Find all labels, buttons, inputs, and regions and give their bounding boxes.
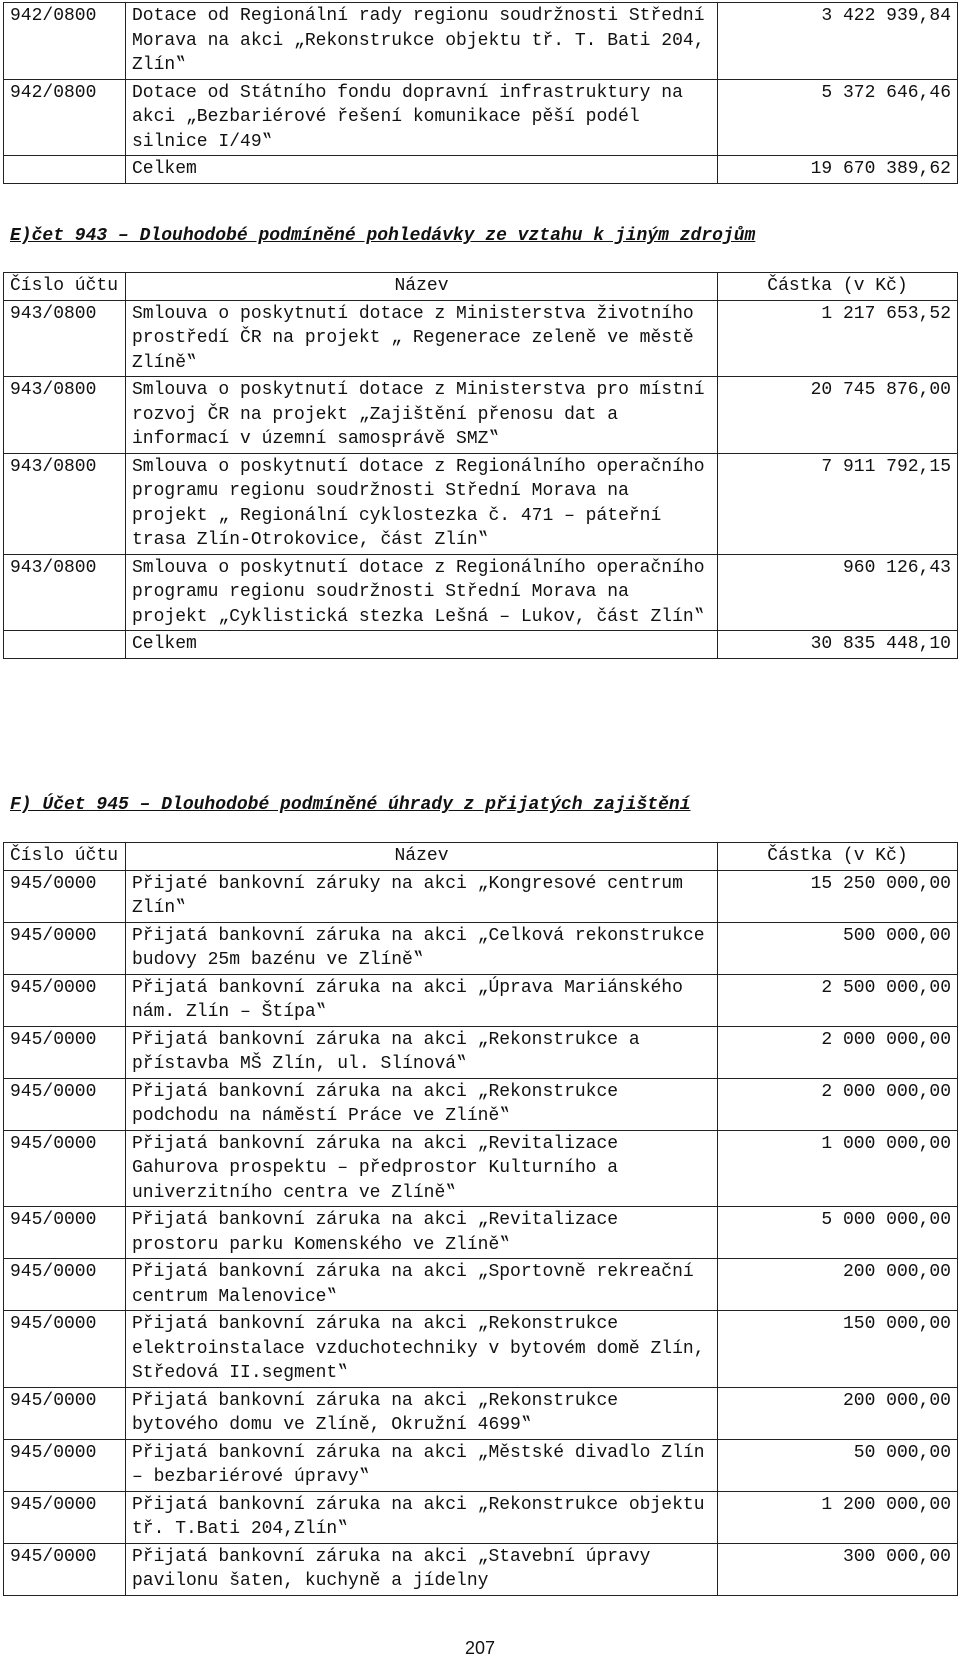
- item-name: Smlouva o poskytnutí dotace z Regionálního operačního programu regionu soudržnosti Střední Morava na projekt „Cyklistická stezka Lešná – Lukov, část Zlín‟: [126, 554, 718, 631]
- item-amount: 1 200 000,00: [718, 1491, 958, 1543]
- total-label: Celkem: [126, 631, 718, 659]
- item-amount: 1 000 000,00: [718, 1130, 958, 1207]
- item-amount: 20 745 876,00: [718, 377, 958, 454]
- col-header-name: Název: [126, 843, 718, 871]
- table-continued-942: [3, 2, 958, 184]
- item-amount: 5 000 000,00: [718, 1207, 958, 1259]
- account-number: 945/0000: [4, 1259, 126, 1311]
- account-number: 945/0000: [4, 1311, 126, 1388]
- table-row: [4, 79, 958, 156]
- table-row: [4, 1311, 958, 1388]
- account-number: 945/0000: [4, 922, 126, 974]
- table-header-row: [4, 843, 958, 871]
- item-amount: 200 000,00: [718, 1387, 958, 1439]
- item-amount: 2 000 000,00: [718, 1026, 958, 1078]
- table-row: [4, 1259, 958, 1311]
- table-row: [4, 1026, 958, 1078]
- total-amount: 19 670 389,62: [718, 156, 958, 184]
- item-name: Přijatá bankovní záruka na akci „Úprava Mariánského nám. Zlín – Štípa‟: [126, 974, 718, 1026]
- table-row: [4, 1078, 958, 1130]
- item-amount: 1 217 653,52: [718, 300, 958, 377]
- item-name: Dotace od Regionální rady regionu soudržnosti Střední Morava na akci „Rekonstrukce objektu tř. T. Bati 204, Zlín‟: [126, 3, 718, 80]
- item-amount: 3 422 939,84: [718, 3, 958, 80]
- total-row: [4, 631, 958, 659]
- item-name: Smlouva o poskytnutí dotace z Ministerstva pro místní rozvoj ČR na projekt „Zajištění přenosu dat a informací v územní samosprávě SMZ‟: [126, 377, 718, 454]
- table-row: [4, 377, 958, 454]
- item-amount: 960 126,43: [718, 554, 958, 631]
- item-amount: 5 372 646,46: [718, 79, 958, 156]
- item-amount: 200 000,00: [718, 1259, 958, 1311]
- item-name: Přijaté bankovní záruky na akci „Kongresové centrum Zlín‟: [126, 870, 718, 922]
- account-number: 943/0800: [4, 453, 126, 554]
- item-name: Přijatá bankovní záruka na akci „Rekonstrukce objektu tř. T.Bati 204,Zlín‟: [126, 1491, 718, 1543]
- item-amount: 500 000,00: [718, 922, 958, 974]
- item-name: Přijatá bankovní záruka na akci „Městské divadlo Zlín – bezbariérové úpravy‟: [126, 1439, 718, 1491]
- account-number: 945/0000: [4, 1439, 126, 1491]
- total-spacer: [4, 156, 126, 184]
- item-amount: 50 000,00: [718, 1439, 958, 1491]
- item-amount: 2 500 000,00: [718, 974, 958, 1026]
- account-number: 945/0000: [4, 1491, 126, 1543]
- section-f-heading: F) Účet 945 – Dlouhodobé podmíněné úhrady z přijatých zajištění: [10, 795, 691, 815]
- account-number: 943/0800: [4, 554, 126, 631]
- col-header-number: Číslo účtu: [4, 273, 126, 301]
- table-row: [4, 1491, 958, 1543]
- account-number: 945/0000: [4, 974, 126, 1026]
- account-number: 942/0800: [4, 79, 126, 156]
- table-row: [4, 300, 958, 377]
- table-row: [4, 453, 958, 554]
- item-name: Přijatá bankovní záruka na akci „Rekonstrukce podchodu na náměstí Práce ve Zlíně‟: [126, 1078, 718, 1130]
- section-e-heading: E)čet 943 – Dlouhodobé podmíněné pohledávky ze vztahu k jiným zdrojům: [10, 226, 756, 246]
- item-name: Přijatá bankovní záruka na akci „Revitalizace prostoru parku Komenského ve Zlíně‟: [126, 1207, 718, 1259]
- item-amount: 7 911 792,15: [718, 453, 958, 554]
- table-row: [4, 870, 958, 922]
- item-amount: 300 000,00: [718, 1543, 958, 1595]
- page-number: 207: [464, 1638, 496, 1658]
- table-row: [4, 1439, 958, 1491]
- item-amount: 15 250 000,00: [718, 870, 958, 922]
- table-account-945: [3, 842, 958, 1596]
- item-name: Přijatá bankovní záruka na akci „Rekonstrukce bytového domu ve Zlíně, Okružní 4699‟: [126, 1387, 718, 1439]
- item-name: Přijatá bankovní záruka na akci „Rekonstrukce elektroinstalace vzduchotechniky v bytovém domě Zlín, Středová II.segment‟: [126, 1311, 718, 1388]
- table-header-row: [4, 273, 958, 301]
- account-number: 945/0000: [4, 1543, 126, 1595]
- account-number: 945/0000: [4, 1026, 126, 1078]
- item-name: Přijatá bankovní záruka na akci „Sportovně rekreační centrum Malenovice‟: [126, 1259, 718, 1311]
- item-name: Dotace od Státního fondu dopravní infrastruktury na akci „Bezbariérové řešení komunikace pěší podél silnice I/49‟: [126, 79, 718, 156]
- table-row: [4, 554, 958, 631]
- table-row: [4, 1543, 958, 1595]
- col-header-number: Číslo účtu: [4, 843, 126, 871]
- item-name: Smlouva o poskytnutí dotace z Regionálního operačního programu regionu soudržnosti Střední Morava na projekt „ Regionální cyklostezka č. 471 – páteřní trasa Zlín-Otrokovice, část Zlín‟: [126, 453, 718, 554]
- col-header-name: Název: [126, 273, 718, 301]
- account-number: 943/0800: [4, 377, 126, 454]
- total-label: Celkem: [126, 156, 718, 184]
- col-header-amount: Částka (v Kč): [718, 273, 958, 301]
- total-row: [4, 156, 958, 184]
- account-number: 942/0800: [4, 3, 126, 80]
- item-name: Přijatá bankovní záruka na akci „Revitalizace Gahurova prospektu – předprostor Kulturního a univerzitního centra ve Zlíně‟: [126, 1130, 718, 1207]
- item-amount: 2 000 000,00: [718, 1078, 958, 1130]
- table-row: [4, 1130, 958, 1207]
- item-name: Přijatá bankovní záruka na akci „Rekonstrukce a přístavba MŠ Zlín, ul. Slínová‟: [126, 1026, 718, 1078]
- table-row: [4, 922, 958, 974]
- account-number: 943/0800: [4, 300, 126, 377]
- total-spacer: [4, 631, 126, 659]
- item-name: Přijatá bankovní záruka na akci „Celková rekonstrukce budovy 25m bazénu ve Zlíně‟: [126, 922, 718, 974]
- col-header-amount: Částka (v Kč): [718, 843, 958, 871]
- item-name: Smlouva o poskytnutí dotace z Ministerstva životního prostředí ČR na projekt „ Regenerace zeleně ve městě Zlíně‟: [126, 300, 718, 377]
- account-number: 945/0000: [4, 1130, 126, 1207]
- account-number: 945/0000: [4, 1387, 126, 1439]
- table-row: [4, 3, 958, 80]
- item-name: Přijatá bankovní záruka na akci „Stavební úpravy pavilonu šaten, kuchyně a jídelny: [126, 1543, 718, 1595]
- table-row: [4, 974, 958, 1026]
- account-number: 945/0000: [4, 1078, 126, 1130]
- total-amount: 30 835 448,10: [718, 631, 958, 659]
- table-account-943: [3, 272, 958, 659]
- account-number: 945/0000: [4, 1207, 126, 1259]
- item-amount: 150 000,00: [718, 1311, 958, 1388]
- table-row: [4, 1387, 958, 1439]
- account-number: 945/0000: [4, 870, 126, 922]
- table-row: [4, 1207, 958, 1259]
